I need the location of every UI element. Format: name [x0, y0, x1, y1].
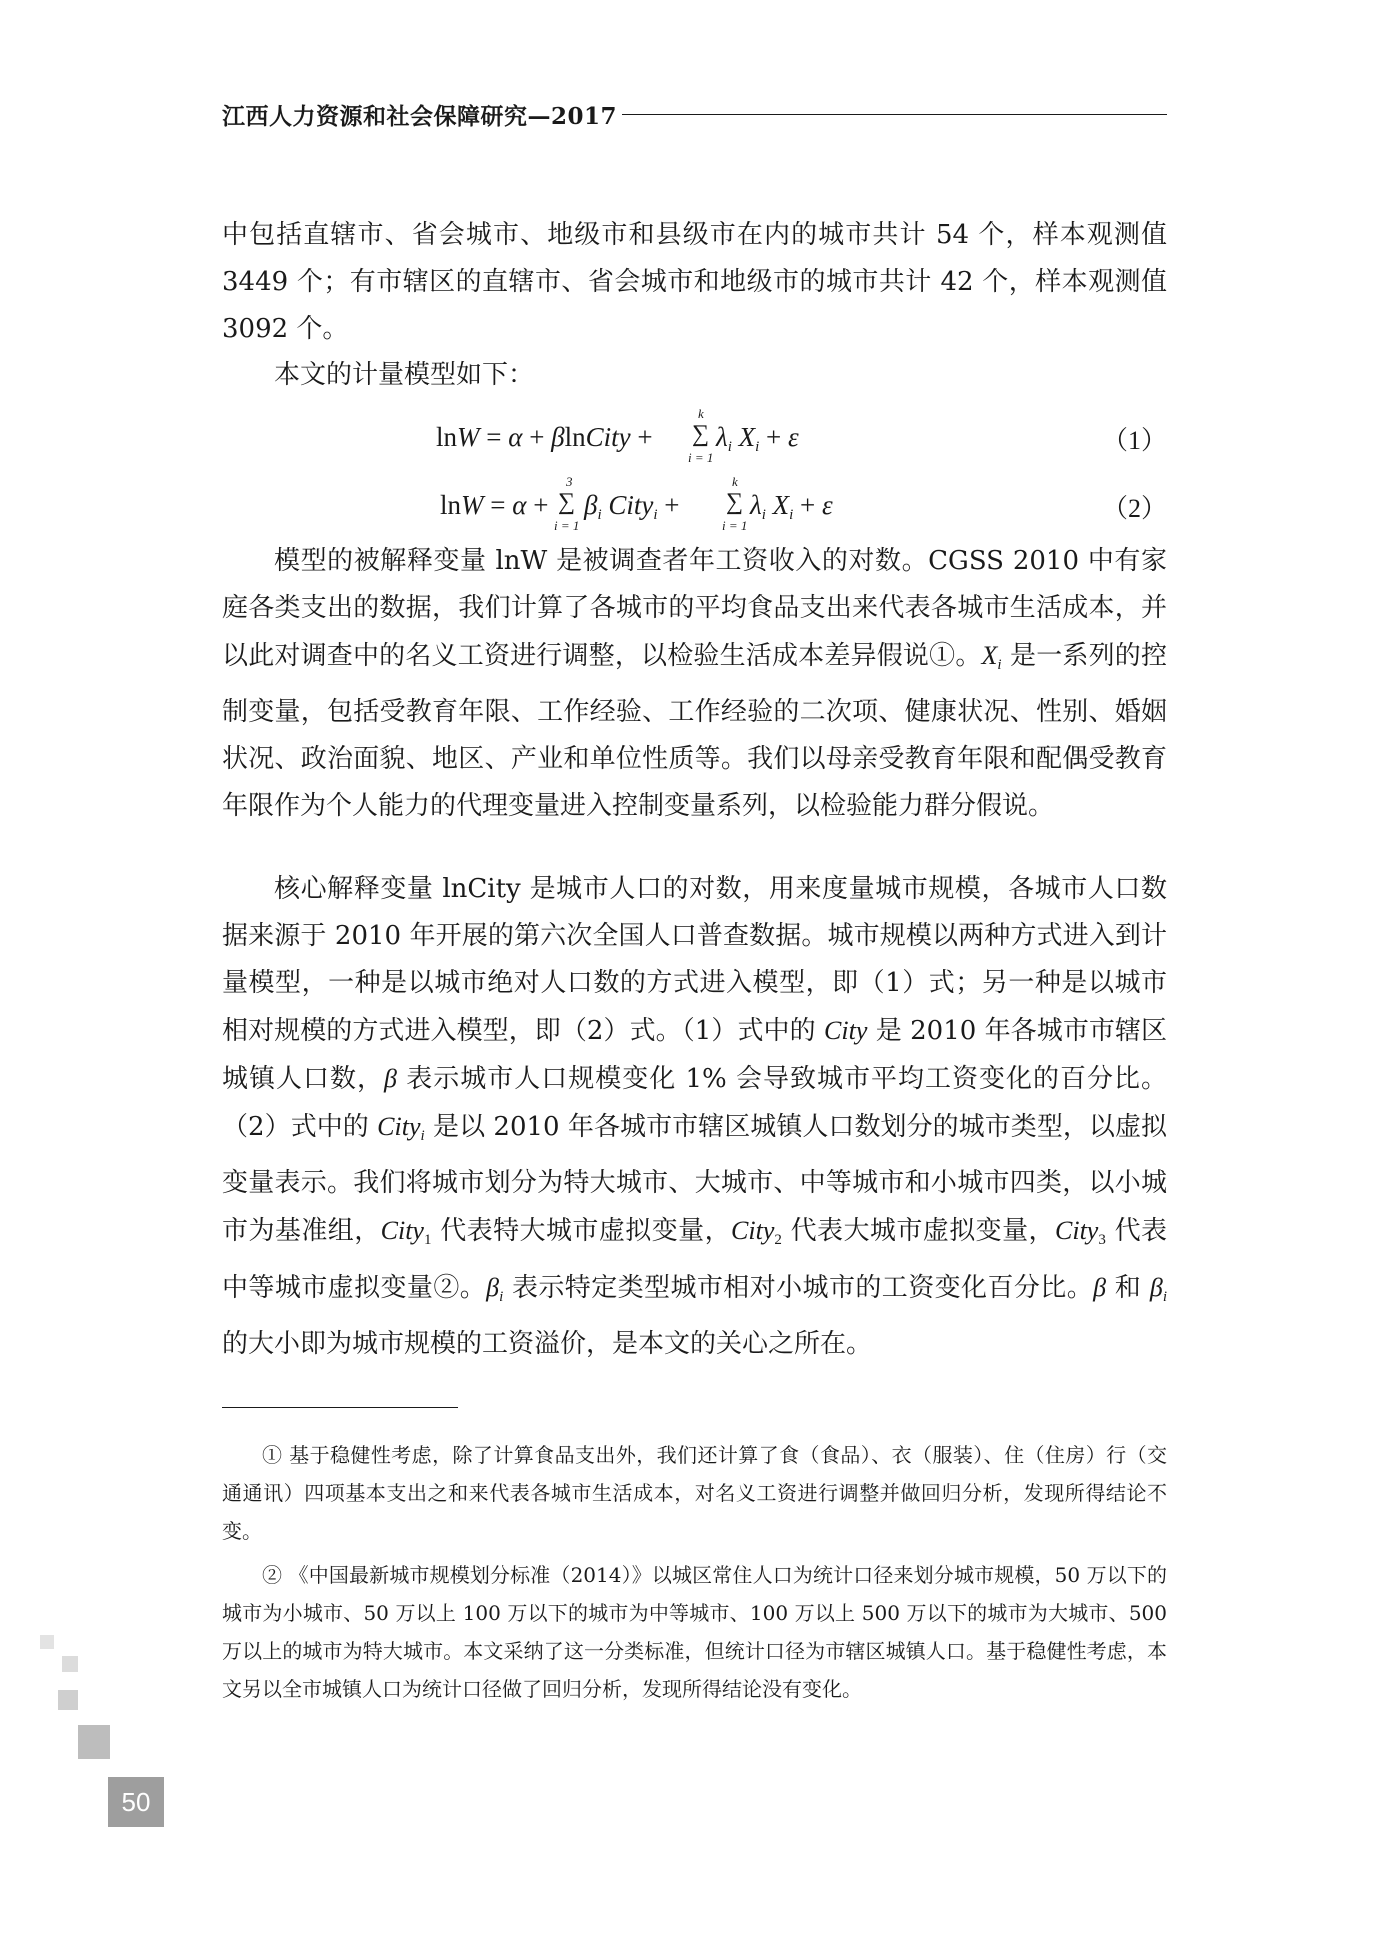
equation-2-body: lnW = α + 3 ∑ i = 1 $\beta_i$ City$_i$ + k ∑ i = 1 $\lambda_i$ $X_i + \varepsilon$ [440, 474, 833, 533]
p4-text-f: 代表大城市虚拟变量， [790, 1216, 1055, 1246]
paragraph-sample-description: 中包括直辖市、省会城市、地级市和县级市在内的城市共计 54 个，样本观测值 3449 个；有市辖区的直辖市、省会城市和地级市的城市共计 42 个，样本观测值 3092 个。 [222, 220, 1167, 344]
p4-text-b: 是 2010 年各城市市辖区城镇人口数， [222, 1016, 1168, 1094]
p4-text-j: 的大小即为城市规模的工资溢价，是本文的关心之所在。 [222, 1329, 873, 1359]
decor-square [58, 1690, 78, 1710]
equation-1-body: lnW = α + βlnCity + k ∑ i = 1 $\lambda_i$ $X_i + \varepsilon$ [436, 406, 799, 465]
p4-text-a: 核心解释变量 lnCity 是城市人口的对数，用来度量城市规模，各城市人口数据来源于 2010 年开展的第六次全国人口普查数据。城市规模以两种方式进入到计量模型，一种是以城市绝对人口数的方式进入模型，即（1）式；另一种是以城市相对规模的方式进入模型，即（2）式。（1）式中的 [222, 874, 1167, 1046]
decor-square [78, 1725, 110, 1759]
decor-square [40, 1635, 54, 1649]
decor-square [62, 1656, 78, 1672]
p4-text-d: 是以 2010 年各城市市辖区城镇人口数划分的城市类型，以虚拟变量表示。我们将城市划分为特大城市、大城市、中等城市和小城市四类，以小城市为基准组， [222, 1112, 1168, 1246]
journal-title: 江西人力资源和社会保障研究—2017 [222, 103, 618, 130]
paragraph-model-intro: 本文的计量模型如下： [274, 360, 535, 390]
p4-text-e: 代表特大城市虚拟变量， [440, 1216, 732, 1246]
p4-text-h: 表示特定类型城市相对小城市的工资变化百分比。 [511, 1273, 1094, 1303]
p3-text-b: 是一系列的控制变量，包括受教育年限、工作经验、工作经验的二次项、健康状况、性别、婚姻状况、政治面貌、地区、产业和单位性质等。我们以母亲受教育年限和配偶受教育年限作为个人能力的代理变量进入控制变量系列，以检验能力群分假说。 [222, 641, 1167, 821]
equation-2-number: （2） [1101, 494, 1167, 523]
equation-1-number: （1） [1101, 426, 1167, 455]
var-city-2: City$_2$ [731, 1216, 782, 1248]
var-beta-i: $\beta_i$ [486, 1273, 504, 1305]
paragraph-dependent-variable [222, 538, 1167, 830]
paragraph-core-variable [222, 866, 1167, 1368]
running-header [222, 98, 1167, 134]
p3-text-a: 模型的被解释变量 lnW 是被调查者年工资收入的对数。CGSS 2010 中有家庭各类支出的数据，我们计算了各城市的平均食品支出来代表各城市生活成本，并以此对调查中的名义工资进行调整，以检验生活成本差异假说①。 [222, 546, 1167, 671]
page-number: 50 [108, 1777, 164, 1827]
var-beta-2: β [1093, 1273, 1107, 1302]
var-city-3: City$_3$ [1055, 1216, 1106, 1248]
equation-2 [222, 476, 1167, 536]
footnote-1: ① 基于稳健性考虑，除了计算食品支出外，我们还计算了食（食品）、衣（服装）、住（住房）行（交通通讯）四项基本支出之和来代表各城市生活成本，对名义工资进行调整并做回归分析，发现所得结论不变。 [222, 1443, 1167, 1543]
footnote-2: ② 《中国最新城市规模划分标准（2014）》以城区常住人口为统计口径来划分城市规模，50 万以下的城市为小城市、50 万以上 100 万以下的城市为中等城市、100 万以上 500 万以下的城市为大城市、500 万以上的城市为特大城市。本文采纳了这一分类标准，但统计口径为市辖区城镇人口。基于稳健性考虑，本文另以全市城镇人口为统计口径做了回归分析，发现所得结论没有变化。 [222, 1563, 1167, 1701]
var-city: City [824, 1016, 868, 1045]
p4-text-i: 和 [1114, 1273, 1142, 1303]
footnote-rule [222, 1407, 458, 1408]
header-rule [622, 114, 1167, 115]
p4-text-g: 代表中等城市虚拟变量②。 [222, 1216, 1168, 1303]
var-x-i: $X_i$ [981, 641, 1002, 673]
var-beta: β [384, 1064, 397, 1093]
var-city-1: City$_1$ [380, 1216, 432, 1248]
var-city-i: City$_i$ [377, 1112, 425, 1144]
var-beta-i-2: $\beta_i$ [1149, 1273, 1167, 1305]
p4-text-c: 表示城市人口规模变化 1% 会导致城市平均工资变化的百分比。（2）式中的 [222, 1064, 1167, 1142]
equation-1 [222, 408, 1167, 468]
